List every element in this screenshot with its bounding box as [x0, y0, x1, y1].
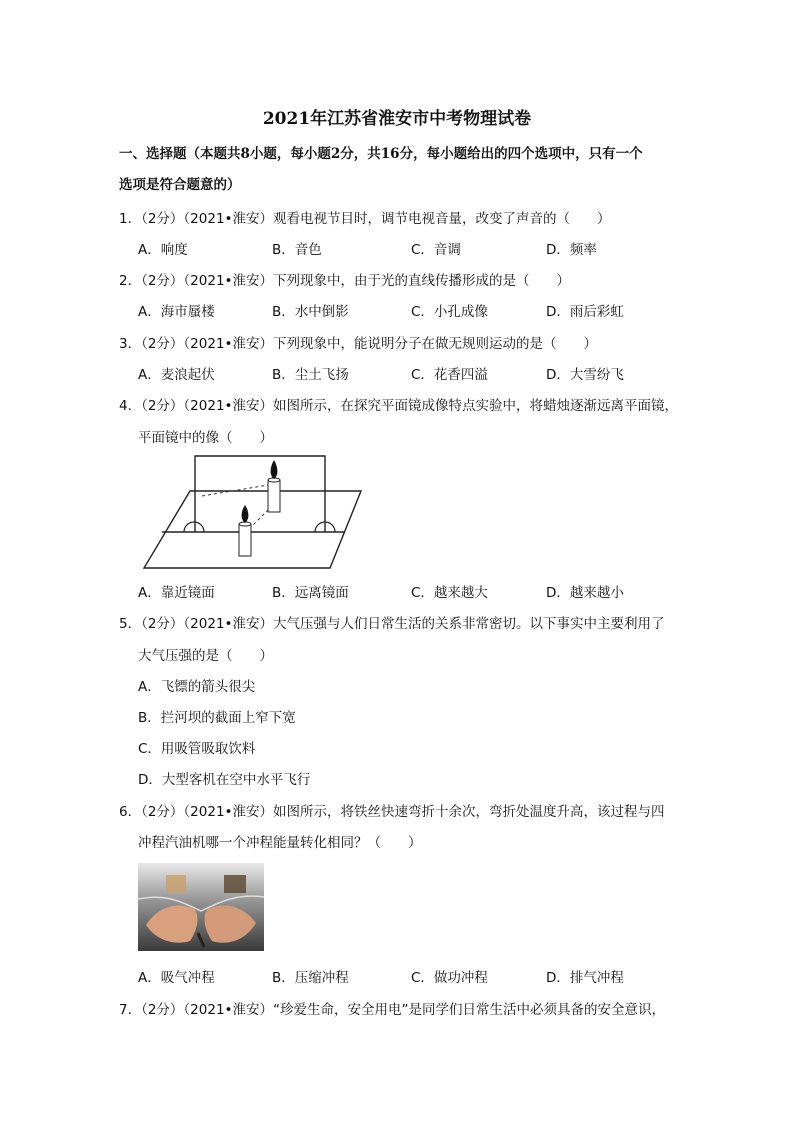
q6-option-c[interactable]: C．做功冲程	[411, 970, 488, 986]
question-4-stem: 4．（2分）（2021•淮安）如图所示，在探究平面镜成像特点实验中，将蜡烛逐渐远离平面镜，	[119, 398, 678, 414]
question-5-stem: 5．（2分）（2021•淮安）大气压强与人们日常生活的关系非常密切。以下事实中主要利用了	[119, 616, 665, 632]
section-heading-line-1: 一、选择题（本题共8小题，每小题2分，共16分，每小题给出的四个选项中，只有一个	[119, 146, 643, 162]
q3-option-c[interactable]: C．花香四溢	[411, 367, 488, 383]
q3-option-b[interactable]: B．尘土飞扬	[272, 367, 349, 383]
q2-option-c[interactable]: C．小孔成像	[411, 304, 488, 320]
q4-option-a[interactable]: A．靠近镜面	[138, 585, 215, 601]
q5-option-c[interactable]: C．用吸管吸取饮料	[138, 741, 256, 757]
q5-option-a[interactable]: A．飞镖的箭头很尖	[138, 679, 256, 695]
mirror-support-left	[184, 522, 204, 532]
q6-option-b[interactable]: B．压缩冲程	[272, 970, 349, 986]
q2-option-a[interactable]: A．海市蜃楼	[138, 304, 215, 320]
q1-option-b[interactable]: B．音色	[272, 242, 322, 258]
bending-wire-photo	[138, 863, 264, 951]
q4-option-b[interactable]: B．远离镜面	[272, 585, 349, 601]
question-4-stem-continued: 平面镜中的像（ ）	[138, 430, 273, 446]
question-7-stem: 7．（2分）（2021•淮安）“珍爱生命，安全用电”是同学们日常生活中必须具备的安全意识，	[119, 1002, 665, 1018]
q5-option-b[interactable]: B．拦河坝的截面上窄下宽	[138, 710, 296, 726]
section-heading	[119, 139, 679, 201]
table-plane	[144, 491, 361, 568]
q3-option-a[interactable]: A．麦浪起伏	[138, 367, 215, 383]
question-6-stem-continued: 冲程汽油机哪一个冲程能量转化相同？（ ）	[138, 835, 422, 851]
image-candle	[268, 460, 280, 512]
question-5-stem-continued: 大气压强的是（ ）	[138, 648, 273, 664]
q1-option-a[interactable]: A．响度	[138, 242, 188, 258]
question-3-stem: 3．（2分）（2021•淮安）下列现象中，能说明分子在做无规则运动的是（ ）	[119, 336, 597, 352]
question-1-stem: 1．（2分）（2021•淮安）观看电视节目时，调节电视音量，改变了声音的（ ）	[119, 211, 611, 227]
q2-option-d[interactable]: D．雨后彩虹	[546, 304, 624, 320]
hands-bending-wire-illustration	[138, 863, 264, 951]
question-2-stem: 2．（2分）（2021•淮安）下列现象中，由于光的直线传播形成的是（ ）	[119, 273, 570, 289]
q4-option-d[interactable]: D．越来越小	[546, 585, 624, 601]
real-candle	[239, 505, 251, 556]
q1-option-d[interactable]: D．频率	[546, 242, 597, 258]
q1-option-c[interactable]: C．音调	[411, 242, 461, 258]
section-heading-line-2: 选项是符合题意的）	[119, 177, 241, 193]
q2-option-b[interactable]: B．水中倒影	[272, 304, 349, 320]
q6-option-a[interactable]: A．吸气冲程	[138, 970, 215, 986]
mirror-candle-figure	[140, 450, 370, 575]
exam-title: 2021年江苏省淮安市中考物理试卷	[262, 109, 532, 129]
q4-option-c[interactable]: C．越来越大	[411, 585, 488, 601]
question-6-stem: 6．（2分）（2021•淮安）如图所示，将铁丝快速弯折十余次，弯折处温度升高，该过程与四	[119, 804, 665, 820]
q6-option-d[interactable]: D．排气冲程	[546, 970, 624, 986]
q3-option-d[interactable]: D．大雪纷飞	[546, 367, 624, 383]
q5-option-d[interactable]: D．大型客机在空中水平飞行	[138, 772, 311, 788]
